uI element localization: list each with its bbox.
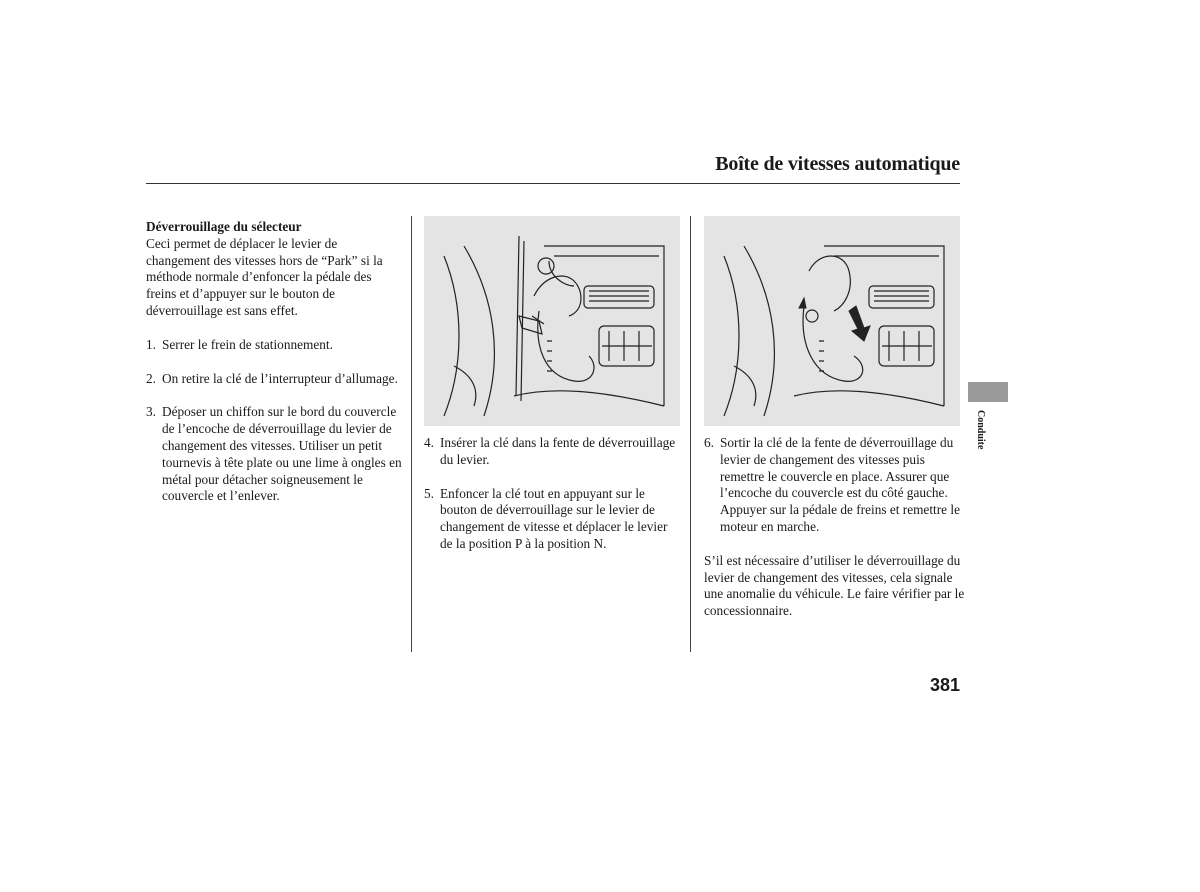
step-item [704,435,966,536]
column-left [146,219,404,505]
column-right [704,435,966,620]
header-rule [146,183,960,184]
step-number: 6. [704,435,714,450]
column-divider [411,216,412,652]
chapter-tab-label: Conduite [975,410,986,450]
column-middle [424,435,676,553]
shift-lever-key-insert-illustration [424,216,680,426]
step-number: 4. [424,435,434,450]
steps-list-right [704,435,966,536]
step-number: 5. [424,485,434,501]
steps-list-middle [424,435,676,553]
step-item [146,371,404,388]
step-number: 1. [146,336,156,352]
step-item [146,404,404,505]
column-divider [690,216,691,652]
page-title: Boîte de vitesses automatique [715,153,960,175]
section-heading: Déverrouillage du sélecteur [146,219,302,234]
step-item [146,337,404,354]
step-text: On retire la clé de l’interrupteur d’allumage. [162,370,398,386]
step-item [424,435,676,469]
page-number: 381 [929,675,960,695]
section-intro: Ceci permet de déplacer le levier de changement des vitesses hors de “Park” si la méthode normale d’enfoncer la pédale des freins et d’appuyer sur le bouton de déverrouillage est sans effet. [146,235,383,318]
step-number: 2. [146,370,156,386]
step-text: Enfoncer la clé tout en appuyant sur le bouton de déverrouillage sur le levier de changement de vitesse et déplacer le levier de la position P à la position N. [440,485,668,551]
step-text: Déposer un chiffon sur le bord du couvercle de l’encoche de déverrouillage du levier de changement des vitesses. Utiliser un petit tournevis à tête plate ou une lime à ongles en métal pour détacher soigneusement le couvercle et l’enlever. [162,404,402,504]
step-text: Serrer le frein de stationnement. [162,336,333,352]
note-paragraph: S’il est nécessaire d’utiliser le déverrouillage du levier de changement des vitesses, cela signale une anomalie du véhicule. Le faire vérifier par le concessionnaire. [704,552,965,619]
steps-list-left [146,337,404,505]
illustration-move-lever [704,216,960,426]
chapter-tab [968,382,1008,402]
step-text: Insérer la clé dans la fente de déverrouillage du levier. [440,435,676,467]
shift-lever-release-illustration [704,216,960,426]
illustration-key-insert [424,216,680,426]
step-item [424,486,676,553]
step-number: 3. [146,404,156,420]
step-text: Sortir la clé de la fente de déverrouillage du levier de changement des vitesses puis remettre le couvercle en place. Assurer que l’encoche du couvercle est du côté gauche. Appuyer sur la pédale de freins et remettre le moteur en marche. [720,435,960,534]
